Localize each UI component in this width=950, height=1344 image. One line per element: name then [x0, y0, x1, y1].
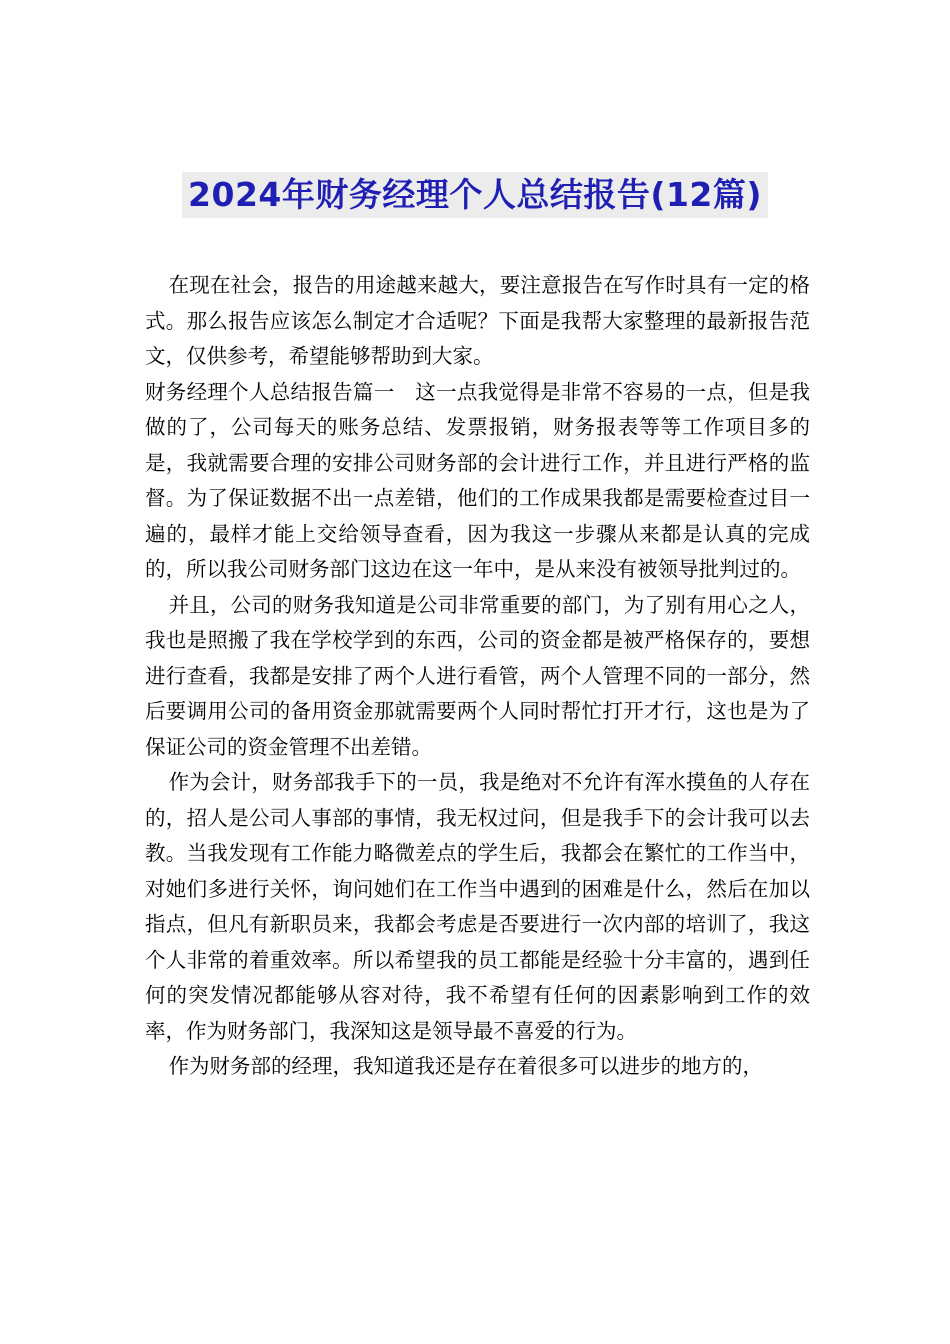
paragraph-finance-security: 并且，公司的财务我知道是公司非常重要的部门，为了别有用心之人，我也是照搬了我在学校学到的东西，公司的资金都是被严格保存的，要想进行查看，我都是安排了两个人进行看管，两个人管理不同的一部分，然后要调用公司的备用资金那就需要两个人同时帮忙打开才行，这也是为了保证公司的资金管理不出差错。: [145, 592, 810, 759]
paragraph-intro: 在现在社会，报告的用途越来越大，要注意报告在写作时具有一定的格式。那么报告应该怎么制定才合适呢？下面是我帮大家整理的最新报告范文，仅供参考，希望能够帮助到大家。: [145, 273, 810, 368]
title-container: [0, 172, 950, 218]
paragraph-staff-training: 作为会计，财务部我手下的一员，我是绝对不允许有浑水摸鱼的人存在的，招人是公司人事部的事情，我无权过问，但是我手下的会计我可以去教。当我发现有工作能力略微差点的学生后，我都会在繁忙的工作当中，对她们多进行关怀，询问她们在工作当中遇到的困难是什么，然后在加以指点，但凡有新职员来，我都会考虑是否要进行一次内部的培训了，我这个人非常的着重效率。所以希望我的员工都能是经验十分丰富的，遇到任何的突发情况都能够从容对待，我不希望有任何的因素影响到工作的效率，作为财务部门，我深知这是领导最不喜爱的行为。: [145, 770, 810, 1043]
paragraph-manager-reflection: 作为财务部的经理，我知道我还是存在着很多可以进步的地方的，: [168, 1054, 764, 1078]
paragraph-section-one: 财务经理个人总结报告篇一 这一点我觉得是非常不容易的一点，但是我做的了，公司每天的账务总结、发票报销，财务报表等等工作项目多的是，我就需要合理的安排公司财务部的会计进行工作，并且进行严格的监督。为了保证数据不出一点差错，他们的工作成果我都是需要检查过目一遍的，最样才能上交给领导查看，因为我这一步骤从来都是认真的完成的，所以我公司财务部门这边在这一年中，是从来没有被领导批判过的。: [145, 379, 810, 581]
document-title: 2024年财务经理个人总结报告(12篇): [182, 172, 768, 218]
document-body: [145, 268, 810, 1085]
